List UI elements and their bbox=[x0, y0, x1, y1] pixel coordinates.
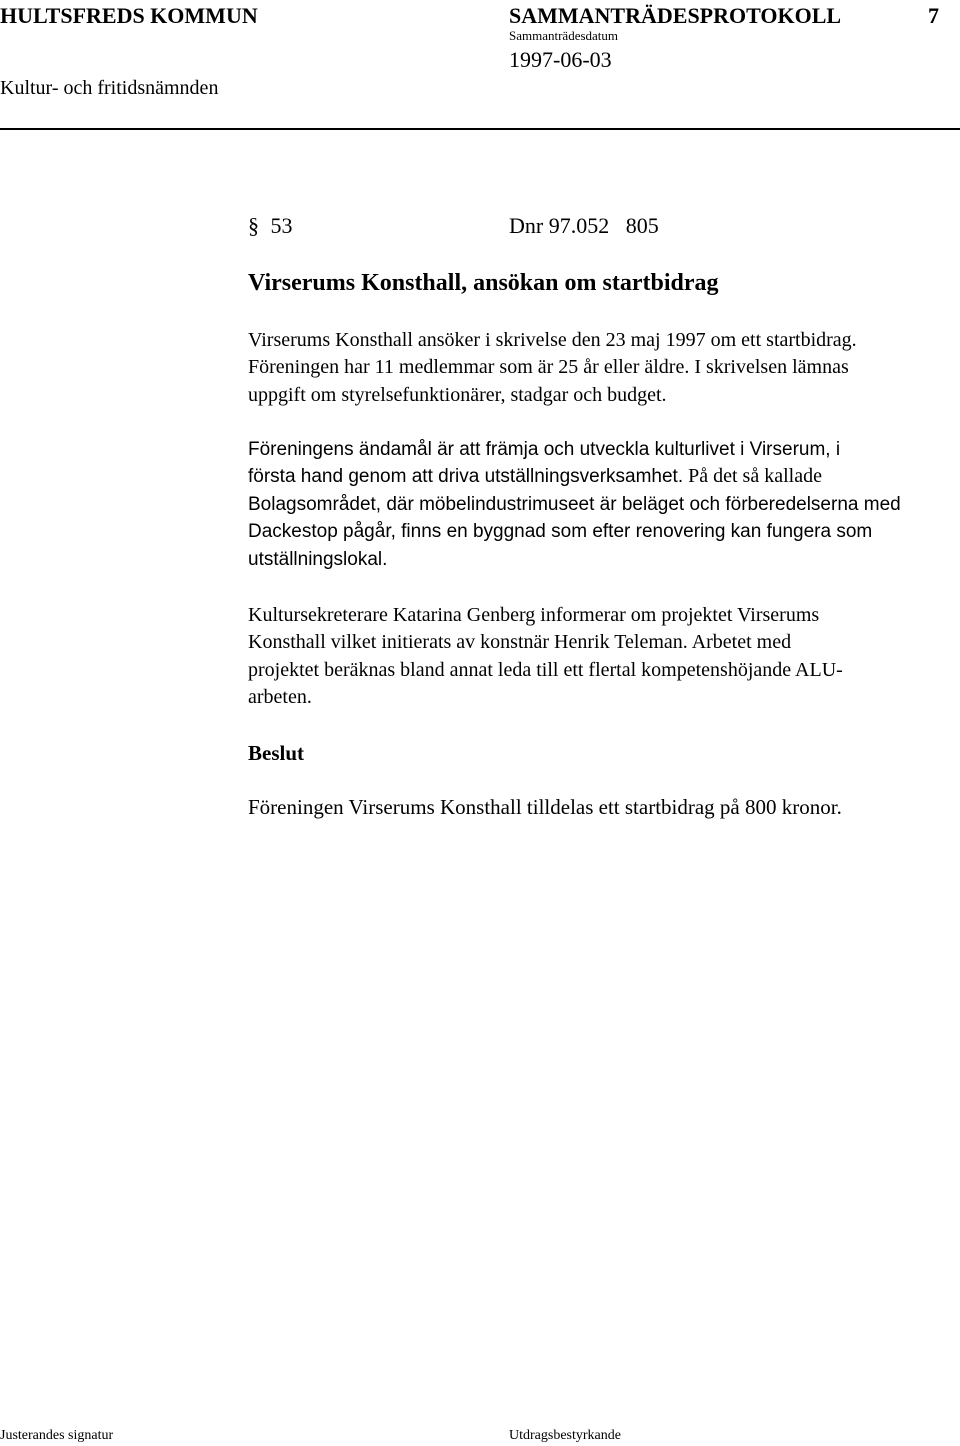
section-number bbox=[248, 212, 293, 240]
paragraph-1 bbox=[248, 327, 960, 409]
paragraph-2-line: Bolagsområdet, där möbelindustrimuseet är beläget och förberedelserna med bbox=[248, 493, 901, 515]
date-label: Sammanträdesdatum bbox=[509, 28, 619, 43]
paragraph-1-line: Föreningen har 11 medlemmar som är 25 år eller äldre. I skrivelsen lämnas bbox=[248, 356, 849, 379]
paragraph-3-line: arbeten. bbox=[248, 686, 312, 709]
footer-certification-label: Utdragsbestyrkande bbox=[509, 1428, 621, 1443]
paragraph-2-line: Dackestop pågår, finns en byggnad som efter renovering kan fungera som bbox=[248, 521, 873, 543]
header-divider bbox=[0, 128, 960, 130]
paragraph-2-line: utställningslokal. bbox=[248, 548, 388, 570]
paragraph-3-line: Kultursekreterare Katarina Genberg informerar om projektet Virserums bbox=[248, 604, 820, 626]
paragraph-symbol: § bbox=[248, 213, 259, 238]
board-name: Kultur- och fritidsnämnden bbox=[0, 77, 219, 99]
paragraph-2-segment: På det så kallade bbox=[683, 465, 822, 488]
paragraph-2-segment: första hand genom att driva utställningsverksamhet. bbox=[248, 466, 684, 488]
paragraph-1-line: uppgift om styrelsefunktionärer, stadgar och budget. bbox=[248, 383, 667, 406]
diary-number: Dnr 97.052 805 bbox=[509, 213, 659, 238]
decision-text: Föreningen Virserums Konsthall tilldelas ett startbidrag på 800 kronor. bbox=[248, 795, 842, 819]
paragraph-1-line: Virserums Konsthall ansöker i skrivelse den 23 maj 1997 om ett startbidrag. bbox=[248, 329, 857, 351]
paragraph-3-line: Konsthall vilket initierats av konstnär Henrik Teleman. Arbetet med bbox=[248, 631, 792, 654]
paragraph-2-line bbox=[248, 463, 960, 490]
decision-heading: Beslut bbox=[248, 741, 305, 765]
paragraph-2-line: Föreningens ändamål är att främja och utveckla kulturlivet i Virserum, i bbox=[248, 439, 841, 460]
page-number: 7 bbox=[928, 3, 939, 28]
paragraph-2 bbox=[248, 436, 960, 573]
meeting-date: 1997-06-03 bbox=[509, 47, 612, 72]
paragraph-3-line: projektet beräknas bland annat leda till ett flertal kompetenshöjande ALU- bbox=[248, 658, 843, 681]
section-number-value: 53 bbox=[270, 213, 293, 238]
paragraph-3 bbox=[248, 602, 960, 712]
section-title: Virserums Konsthall, ansökan om startbidrag bbox=[248, 270, 719, 296]
protocol-title: SAMMANTRÄDESPROTOKOLL bbox=[509, 3, 842, 28]
municipality-name: HULTSFREDS KOMMUN bbox=[0, 3, 258, 28]
footer-signature-label: Justerandes signatur bbox=[0, 1428, 114, 1443]
